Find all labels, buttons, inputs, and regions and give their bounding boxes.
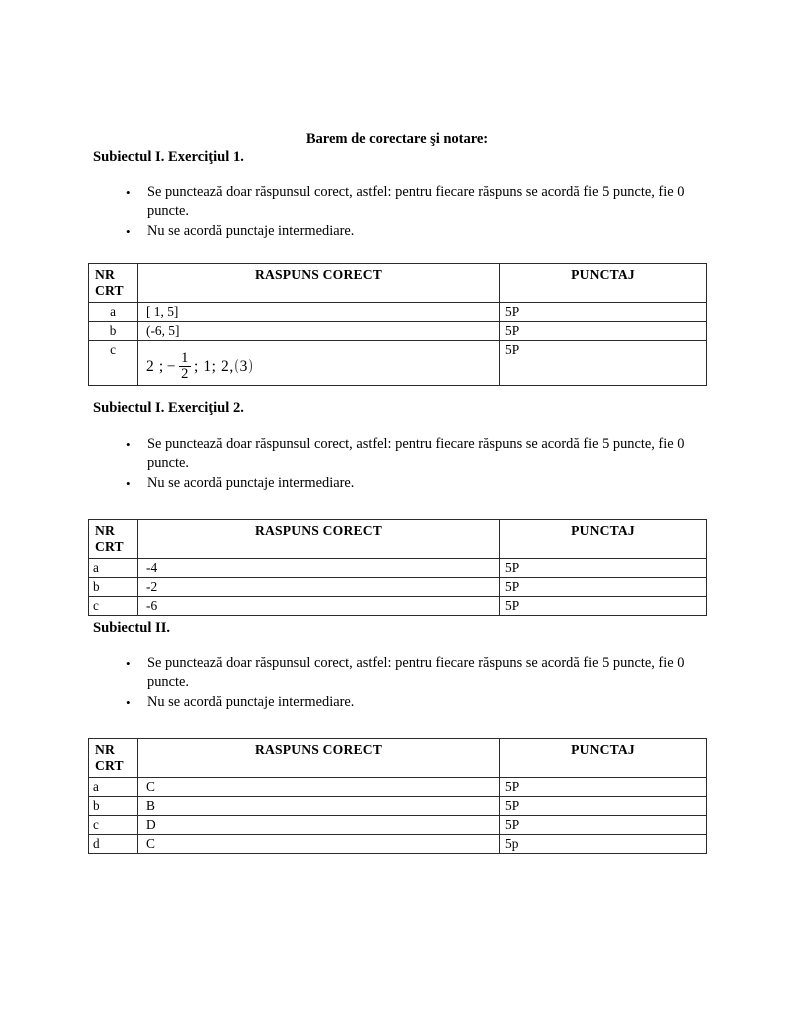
barem-table-1 [88, 263, 707, 386]
bullet-icon: • [126, 475, 131, 491]
table-row [89, 322, 707, 341]
list-item-text: Se punctează doar răspunsul corect, astfel: pentru fiecare răspuns se acordă fie 5 puncte, fie 0 puncte. [147, 436, 685, 472]
column-header-nr-line1: NR [95, 742, 116, 757]
cell-nr: a [89, 559, 138, 578]
bullet-list-2 [112, 435, 712, 493]
cell-answer: B [138, 797, 500, 816]
fraction-denominator: 2 [181, 366, 189, 383]
column-header-nr-line2: CRT [95, 757, 124, 773]
column-header-points: PUNCTAJ [500, 739, 707, 778]
cell-nr: d [89, 835, 138, 854]
column-header-nr-line2: CRT [95, 538, 124, 554]
cell-points: 5P [500, 597, 707, 616]
table-header-row [89, 264, 707, 303]
cell-answer: -4 [138, 559, 500, 578]
section-heading-3: Subiectul II. [93, 620, 171, 636]
list-item-text: Nu se acordă punctaje intermediare. [147, 693, 355, 710]
bullet-icon: • [126, 437, 131, 452]
table-header-row [89, 520, 707, 559]
list-item [112, 222, 712, 241]
column-header-points: PUNCTAJ [500, 520, 707, 559]
barem-table-2 [88, 519, 707, 616]
fraction-one-half [179, 351, 191, 383]
section-heading-2: Subiectul I. Exerciţiul 2. [93, 400, 244, 416]
bullet-icon: • [126, 223, 131, 239]
cell-answer: [ 1, 5] [138, 303, 500, 322]
table-row [89, 559, 707, 578]
list-item-text: Nu se acordă punctaje intermediare. [147, 474, 355, 491]
list-item [112, 474, 712, 493]
list-item-text: Se punctează doar răspunsul corect, astfel: pentru fiecare răspuns se acordă fie 5 puncte, fie 0 puncte. [147, 655, 685, 691]
cell-answer: C [138, 778, 500, 797]
cell-nr: b [89, 322, 138, 341]
column-header-nr-crt [89, 264, 138, 303]
cell-nr: c [89, 597, 138, 616]
table-row [89, 578, 707, 597]
list-item [112, 654, 712, 693]
cell-points: 5P [500, 341, 707, 386]
cell-nr: c [89, 341, 138, 386]
cell-nr: b [89, 797, 138, 816]
table-row [89, 797, 707, 816]
column-header-nr-line1: NR [95, 523, 116, 538]
cell-points: 5P [500, 322, 707, 341]
column-header-nr-line2: CRT [95, 282, 124, 298]
cell-answer: C [138, 835, 500, 854]
list-item-text: Nu se acordă punctaje intermediare. [147, 222, 355, 239]
cell-answer: (-6, 5] [138, 322, 500, 341]
page-title: Barem de corectare şi notare: [305, 131, 489, 147]
cell-points: 5P [500, 797, 707, 816]
table-row [89, 835, 707, 854]
list-item [112, 435, 712, 474]
cell-points: 5p [500, 835, 707, 854]
column-header-answer: RASPUNS CORECT [138, 264, 500, 303]
list-item-text: Se punctează doar răspunsul corect, astfel: pentru fiecare răspuns se acordă fie 5 puncte, fie 0 puncte. [147, 184, 685, 220]
cell-nr: b [89, 578, 138, 597]
math-expression [146, 342, 254, 383]
column-header-nr-line1: NR [95, 267, 116, 282]
column-header-points: PUNCTAJ [500, 264, 707, 303]
cell-nr: a [89, 303, 138, 322]
cell-answer: D [138, 816, 500, 835]
cell-nr: c [89, 816, 138, 835]
bullet-icon: • [126, 694, 131, 710]
column-header-nr-crt [89, 739, 138, 778]
section-heading-1: Subiectul I. Exerciţiul 1. [93, 149, 244, 165]
column-header-answer: RASPUNS CORECT [138, 520, 500, 559]
cell-points: 5P [500, 303, 707, 322]
bullet-icon: • [126, 185, 131, 200]
table-row [89, 341, 707, 386]
table-row [89, 816, 707, 835]
math-repeating-digit: 3 [239, 358, 249, 376]
cell-answer: -2 [138, 578, 500, 597]
column-header-nr-crt [89, 520, 138, 559]
bullet-list-3 [112, 654, 712, 712]
column-header-answer: RASPUNS CORECT [138, 739, 500, 778]
table-header-row [89, 739, 707, 778]
math-close-paren: ) [248, 357, 253, 375]
table-row [89, 597, 707, 616]
cell-points: 5P [500, 559, 707, 578]
math-minus-sign: − [166, 358, 177, 376]
table-row [89, 303, 707, 322]
cell-points: 5P [500, 816, 707, 835]
cell-answer-math [138, 341, 500, 386]
fraction-numerator: 1 [181, 349, 189, 366]
cell-points: 5P [500, 778, 707, 797]
bullet-list-1 [112, 183, 712, 241]
table-row [89, 778, 707, 797]
math-token-first: 2 ; [146, 358, 164, 376]
barem-table-3 [88, 738, 707, 854]
list-item [112, 693, 712, 712]
math-open-paren: ( [234, 357, 239, 375]
bullet-icon: • [126, 656, 131, 671]
list-item [112, 183, 712, 222]
math-token-rest: ; 1; 2, [193, 358, 234, 376]
cell-answer: -6 [138, 597, 500, 616]
cell-points: 5P [500, 578, 707, 597]
cell-nr: a [89, 778, 138, 797]
